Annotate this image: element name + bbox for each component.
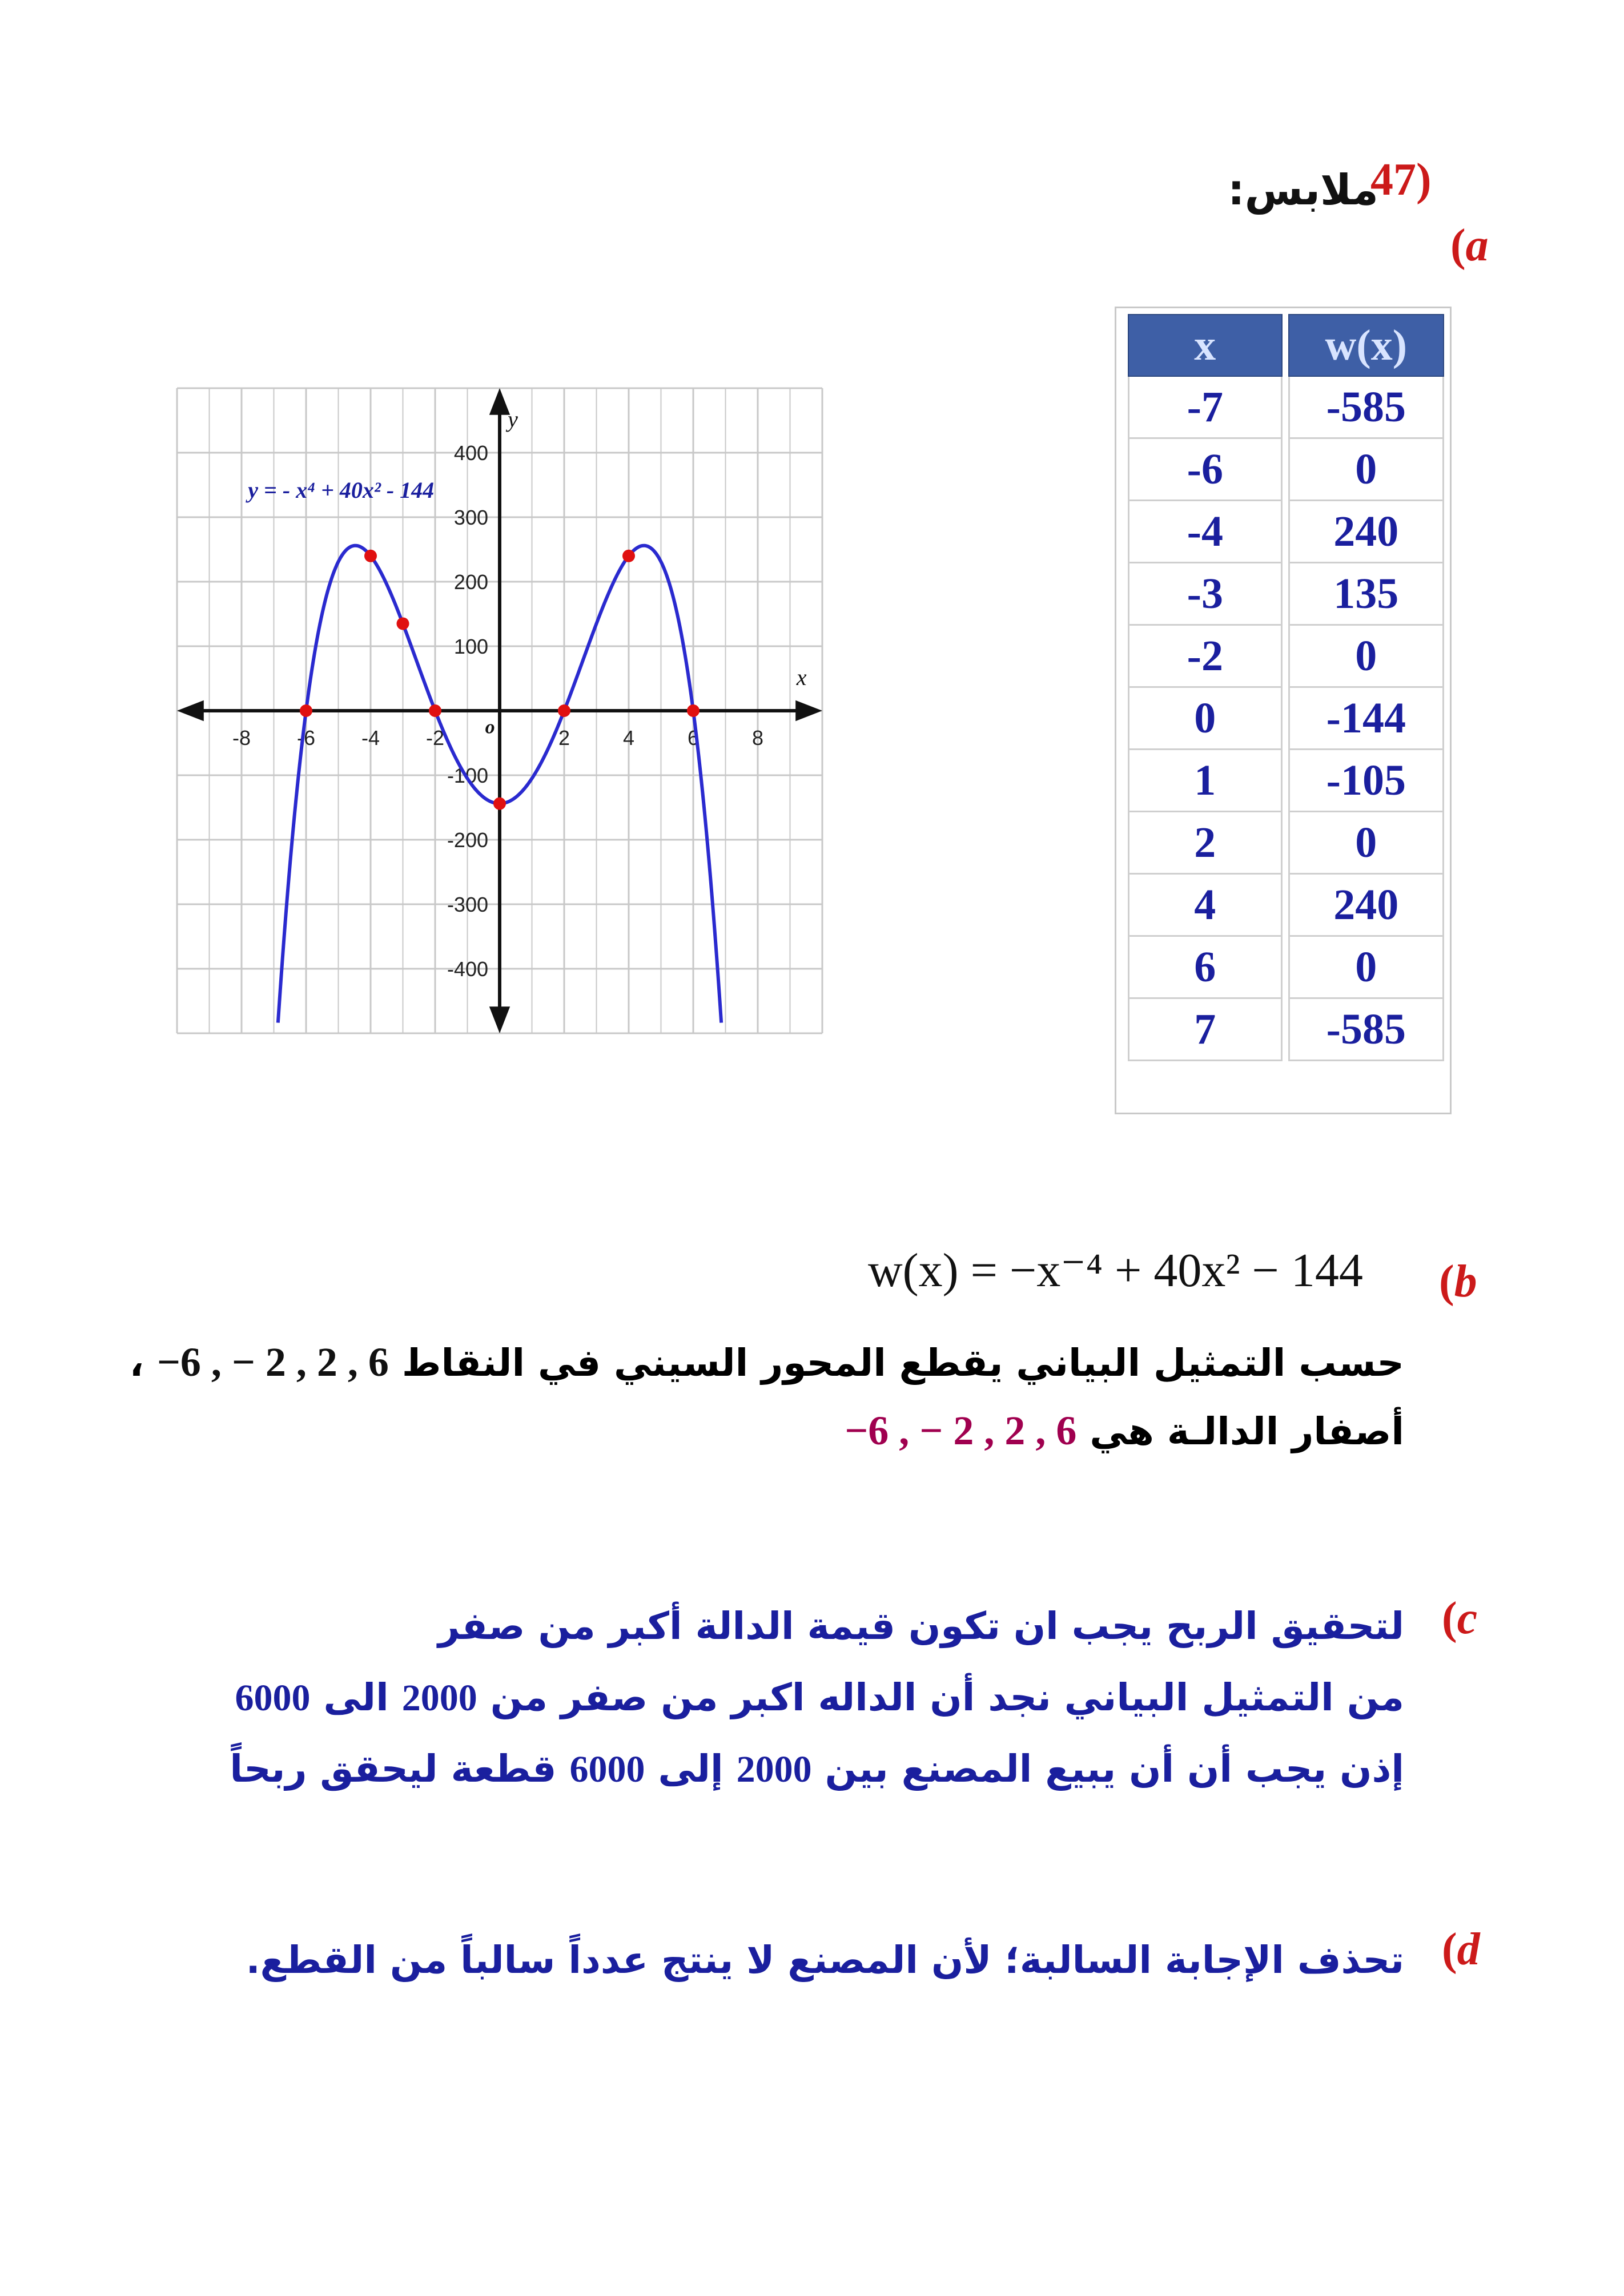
x-tick-label: -6: [296, 726, 316, 750]
x-tick-label: -8: [232, 726, 251, 750]
table-row: [1128, 875, 1444, 937]
x-tick-label: 8: [751, 726, 764, 750]
x-tick-label: 6: [687, 726, 700, 750]
y-axis-label: y: [508, 406, 518, 432]
table-row: [1128, 626, 1444, 688]
data-point: [622, 550, 635, 562]
x-axis-arrow-right: [795, 700, 822, 721]
part-b-line2-text: أصفار الدالـة هي: [1090, 1409, 1404, 1453]
table-cell-wx: 0: [1288, 937, 1444, 999]
table-cell-wx: -144: [1288, 688, 1444, 750]
y-tick-label: -100: [447, 764, 488, 787]
part-d-line: تحذف الإجابة السالبة؛ لأن المصنع لا ينتج عدداً سالباً من القطع.: [246, 1938, 1404, 1982]
y-tick-label: -400: [447, 957, 488, 981]
part-c-line3-v1: 2000: [736, 1749, 812, 1790]
table-header-wx: w(x): [1288, 314, 1444, 377]
part-b-line1-text: حسب التمثيل البياني يقطع المحور السيني في النقاط: [401, 1341, 1404, 1385]
table-cell-x: -7: [1128, 377, 1283, 439]
part-c-line3: [230, 1747, 1404, 1791]
table-cell-wx: 240: [1288, 501, 1444, 563]
data-point: [429, 704, 441, 717]
table-row: [1128, 501, 1444, 563]
part-b-line1: [130, 1339, 1404, 1386]
table-cell-x: 2: [1128, 812, 1283, 875]
origin-label: o: [485, 716, 495, 738]
part-c-line2-v2: 6000: [235, 1677, 311, 1719]
part-c-line2-text: من التمثيل البياني نجد أن الداله اكبر من صفر من: [490, 1675, 1404, 1719]
part-c-line2-v1: 2000: [401, 1677, 477, 1719]
part-b-line1-values: 6 , 2 , 2 − , 6−: [156, 1339, 389, 1385]
values-table: [1122, 314, 1450, 1061]
part-b-line2-values: 6 , 2 , 2 − , 6−: [845, 1408, 1077, 1453]
x-axis-arrow-left: [177, 700, 204, 721]
table-row: [1128, 563, 1444, 626]
part-b-line2: [845, 1407, 1404, 1455]
part-c-label: (c: [1442, 1593, 1478, 1644]
table-cell-x: 6: [1128, 937, 1283, 999]
part-c-line3-text: إذن يجب أن أن يبيع المصنع بين: [825, 1747, 1404, 1791]
data-point: [493, 797, 506, 810]
table-row: [1128, 439, 1444, 501]
part-c-line2: [235, 1675, 1404, 1720]
table-row: [1128, 750, 1444, 812]
table-cell-wx: 135: [1288, 563, 1444, 626]
x-tick-label: -2: [425, 726, 445, 750]
y-tick-label: -300: [447, 893, 488, 916]
table-cell-wx: -105: [1288, 750, 1444, 812]
part-a-label: (a: [1450, 220, 1489, 271]
part-b-line1-trail: ،: [129, 1341, 144, 1385]
problem-title: ملابس:: [1228, 166, 1378, 215]
table-cell-x: -6: [1128, 439, 1283, 501]
data-point: [397, 617, 409, 630]
part-c-line2-mid: الى: [323, 1675, 389, 1719]
data-point: [300, 704, 312, 717]
part-b-formula: w(x) = −x⁻⁴ + 40x² − 144: [868, 1244, 1363, 1297]
data-point: [558, 704, 570, 717]
table-cell-wx: 0: [1288, 439, 1444, 501]
table-cell-wx: 0: [1288, 812, 1444, 875]
x-axis-label: x: [796, 664, 807, 690]
y-axis-arrow-down: [489, 1006, 510, 1033]
y-tick-label: -200: [447, 828, 488, 852]
part-c-line3-end: قطعة ليحقق ربحاً: [230, 1747, 557, 1791]
data-point: [687, 704, 700, 717]
table-cell-wx: -585: [1288, 377, 1444, 439]
y-axis-arrow-up: [489, 388, 510, 415]
table-cell-x: 7: [1128, 999, 1283, 1061]
table-cell-x: -3: [1128, 563, 1283, 626]
table-header-x: x: [1128, 314, 1283, 377]
part-c-line3-v2: 6000: [569, 1749, 645, 1790]
table-cell-x: 1: [1128, 750, 1283, 812]
table-cell-x: -4: [1128, 501, 1283, 563]
problem-number: 47): [1370, 155, 1432, 205]
table-row: [1128, 688, 1444, 750]
x-tick-label: 2: [558, 726, 570, 750]
table-row: [1128, 377, 1444, 439]
part-c-line3-mid: إلى: [658, 1747, 723, 1791]
graph-equation-label: y = - x⁴ + 40x² - 144: [248, 477, 435, 503]
table-cell-x: 0: [1128, 688, 1283, 750]
table-row: [1128, 937, 1444, 999]
y-tick-label: 400: [453, 441, 488, 465]
table-row: [1128, 999, 1444, 1061]
part-c-line1: لتحقيق الربح يجب ان تكون قيمة الدالة أكبر من صفر: [438, 1604, 1404, 1648]
x-tick-label: -4: [361, 726, 380, 750]
table-cell-wx: -585: [1288, 999, 1444, 1061]
y-tick-label: 200: [453, 570, 488, 594]
part-d-label: (d: [1442, 1924, 1480, 1975]
data-point: [364, 550, 377, 562]
values-table-frame: [1115, 307, 1452, 1114]
table-cell-x: 4: [1128, 875, 1283, 937]
table-cell-x: -2: [1128, 626, 1283, 688]
x-tick-label: 4: [622, 726, 635, 750]
y-tick-label: 100: [453, 635, 488, 658]
part-b-label: (b: [1439, 1256, 1477, 1307]
y-tick-label: 300: [453, 506, 488, 529]
table-row: [1128, 812, 1444, 875]
function-graph: [171, 382, 828, 1039]
table-cell-wx: 240: [1288, 875, 1444, 937]
table-cell-wx: 0: [1288, 626, 1444, 688]
